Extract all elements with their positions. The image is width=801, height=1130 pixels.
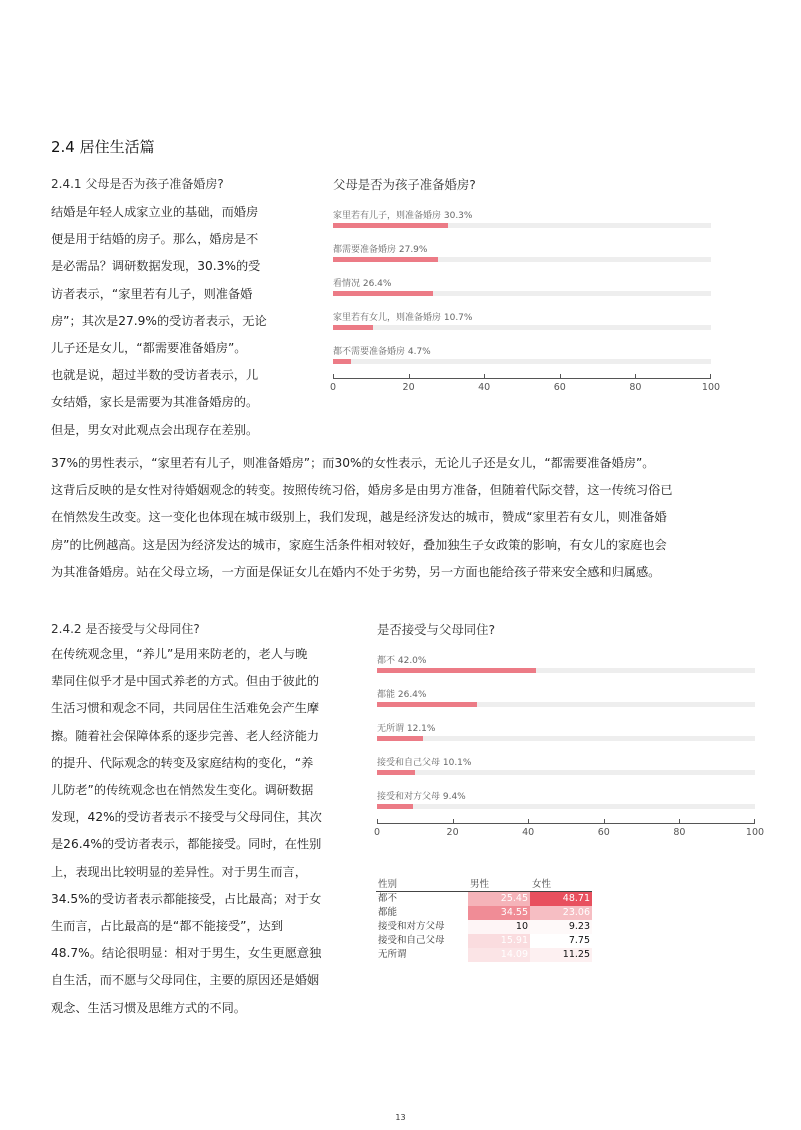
bar — [377, 804, 413, 809]
x-tick — [635, 374, 636, 379]
bar-track — [377, 702, 755, 707]
paragraph-wedding-house-narrow — [51, 199, 321, 444]
parents-line: 儿防老”的传统观念也在悄然发生变化。调研数据 — [51, 783, 314, 798]
bar-label: 无所谓 12.1% — [377, 724, 436, 734]
wedding-narrow-line: 房”；其次是27.9%的受访者表示，无论 — [51, 313, 267, 328]
x-tick-label: 0 — [329, 382, 337, 393]
x-axis — [377, 823, 755, 824]
x-tick — [333, 374, 334, 379]
heatmap-cell: 10 — [468, 920, 530, 934]
heatmap-row-label: 无所谓 — [378, 949, 407, 960]
x-tick — [560, 374, 561, 379]
x-tick-label: 100 — [745, 827, 765, 838]
heatmap-cell: 9.23 — [530, 920, 592, 934]
bar-label: 接受和自己父母 10.1% — [377, 758, 472, 768]
wedding-wide-line: 37%的男性表示，“家里若有儿子，则准备婚房”；而30%的女性表示，无论儿子还是女儿，“都需要准备婚房”。 — [51, 456, 655, 470]
x-tick-label: 0 — [373, 827, 381, 838]
x-tick — [409, 374, 410, 379]
x-tick-label: 60 — [553, 382, 566, 393]
parents-line: 擦。随着社会保障体系的逐步完善、老人经济能力 — [51, 728, 320, 743]
bar-label: 都不需要准备婚房 4.7% — [333, 347, 431, 357]
parents-line: 34.5%的受访者表示都能接受，占比最高；对于女 — [51, 891, 322, 906]
x-tick-label: 20 — [446, 827, 459, 838]
wedding-wide-line: 在悄然发生改变。这一变化也体现在城市级别上，我们发现，越是经济发达的城市，赞成“家里若有女儿，则准备婚 — [51, 510, 667, 525]
bar — [377, 736, 423, 741]
heatmap-row-header: 性别 — [376, 878, 468, 892]
chart1-title: 父母是否为孩子准备婚房? — [333, 177, 476, 192]
x-tick-label: 100 — [701, 382, 721, 393]
heatmap-cell: 48.71 — [530, 892, 592, 907]
x-tick — [710, 374, 711, 379]
paragraph-wedding-house-wide — [51, 450, 751, 586]
bar-label: 都不 42.0% — [377, 656, 427, 666]
x-tick — [377, 819, 378, 824]
bar-track — [377, 804, 755, 809]
bar-track — [333, 291, 711, 296]
x-tick — [754, 819, 755, 824]
bar-track — [377, 770, 755, 775]
bar-track — [333, 223, 711, 228]
bar-label: 都能 26.4% — [377, 690, 427, 700]
parents-line: 辈同住似乎才是中国式养老的方式。但由于彼此的 — [51, 674, 320, 689]
subheading-2-4-2: 2.4.2 是否接受与父母同住? — [51, 622, 200, 636]
x-tick — [679, 819, 680, 824]
parents-line: 上，表现出比较明显的差异性。对于男生而言， — [51, 864, 307, 879]
subheading-2-4-1: 2.4.1 父母是否为孩子准备婚房? — [51, 177, 224, 191]
heatmap-row — [376, 892, 592, 907]
x-tick — [453, 819, 454, 824]
parents-line: 发现，42%的受访者表示不接受与父母同住，其次 — [51, 810, 322, 825]
heatmap-row — [376, 948, 592, 962]
section-title: 2.4 居住生活篇 — [51, 138, 155, 156]
x-tick-label: 40 — [522, 827, 535, 838]
bar-label: 家里若有女儿，则准备婚房 10.7% — [333, 313, 473, 323]
x-tick-label: 80 — [673, 827, 686, 838]
bar-label: 都需要准备婚房 27.9% — [333, 245, 428, 255]
wedding-narrow-line: 儿子还是女儿，“都需要准备婚房”。 — [51, 341, 247, 356]
bar-label: 看情况 26.4% — [333, 279, 392, 289]
bar-label: 家里若有儿子，则准备婚房 30.3% — [333, 211, 473, 221]
chart-live-with-parents — [373, 649, 765, 845]
wedding-narrow-line: 访者表示，“家里若有儿子，则准备婚 — [51, 286, 253, 301]
x-tick — [528, 819, 529, 824]
x-tick-label: 60 — [597, 827, 610, 838]
heatmap-col-female: 女性 — [530, 878, 592, 892]
parents-line: 自生活，而不愿与父母同住，主要的原因还是婚姻 — [51, 973, 320, 988]
heatmap-col-male: 男性 — [468, 878, 530, 892]
x-tick-label: 40 — [478, 382, 491, 393]
bar — [377, 770, 415, 775]
parents-line: 生活习惯和观念不同，共同居住生活难免会产生摩 — [51, 701, 320, 716]
heatmap-row-label: 都能 — [378, 907, 398, 918]
parents-line: 生而言，占比最高的是“都不能接受”，达到 — [51, 919, 284, 934]
bar-track — [333, 257, 711, 262]
heatmap-row-label: 接受和自己父母 — [378, 935, 445, 946]
x-axis — [333, 378, 711, 379]
bar — [333, 359, 351, 364]
bar — [333, 325, 373, 330]
heatmap-row — [376, 906, 592, 920]
wedding-wide-line: 为其准备婚房。站在父母立场，一方面是保证女儿在婚内不处于劣势，另一方面也能给孩子带来安全感和归属感。 — [51, 564, 661, 579]
heatmap-cell: 34.55 — [468, 906, 530, 920]
gender-heatmap — [376, 878, 592, 962]
wedding-wide-line: 房”的比例越高。这是因为经济发达的城市，家庭生活条件相对较好，叠加独生子女政策的影响，有女儿的家庭也会 — [51, 537, 667, 552]
bar-track — [377, 668, 755, 673]
bar-track — [333, 359, 711, 364]
bar — [377, 702, 477, 707]
heatmap-cell: 15.91 — [468, 934, 530, 948]
heatmap-row-label: 都不 — [378, 893, 398, 904]
parents-line: 48.7%。结论很明显：相对于男生，女生更愿意独 — [51, 946, 322, 961]
bar-label: 接受和对方父母 9.4% — [377, 792, 466, 802]
heatmap-row — [376, 920, 592, 934]
x-tick — [604, 819, 605, 824]
bar-track — [333, 325, 711, 330]
wedding-wide-line: 这背后反映的是女性对待婚姻观念的转变。按照传统习俗，婚房多是由男方准备，但随着代际交替，这一传统习俗已 — [51, 483, 673, 498]
chart-wedding-house — [329, 204, 721, 400]
heatmap-cell: 25.45 — [468, 892, 530, 907]
bar — [333, 223, 448, 228]
page-number: 13 — [395, 1113, 406, 1122]
heatmap-cell: 11.25 — [530, 948, 592, 962]
bar — [333, 291, 433, 296]
paragraph-live-with-parents — [51, 641, 351, 1022]
parents-line: 是26.4%的受访者表示，都能接受。同时，在性别 — [51, 837, 322, 852]
bar — [377, 668, 536, 673]
wedding-narrow-line: 是必需品？调研数据发现，30.3%的受 — [51, 259, 261, 274]
wedding-narrow-line: 结婚是年轻人成家立业的基础，而婚房 — [51, 205, 259, 219]
heatmap-cell: 7.75 — [530, 934, 592, 948]
x-tick — [484, 374, 485, 379]
parents-line: 的提升、代际观念的转变及家庭结构的变化，“养 — [51, 755, 314, 770]
chart2-title: 是否接受与父母同住? — [377, 622, 496, 637]
heatmap-row-label: 接受和对方父母 — [378, 921, 445, 932]
wedding-narrow-line: 女结婚，家长是需要为其准备婚房的。 — [51, 395, 259, 410]
heatmap-cell: 14.09 — [468, 948, 530, 962]
heatmap-cell: 23.06 — [530, 906, 592, 920]
bar-track — [377, 736, 755, 741]
x-tick-label: 20 — [402, 382, 415, 393]
parents-line: 观念、生活习惯及思维方式的不同。 — [51, 1000, 246, 1015]
parents-line: 在传统观念里，“养儿”是用来防老的，老人与晚 — [51, 647, 308, 661]
x-tick-label: 80 — [629, 382, 642, 393]
wedding-narrow-line: 但是，男女对此观点会出现存在差别。 — [51, 422, 259, 437]
wedding-narrow-line: 也就是说，超过半数的受访者表示，儿 — [51, 368, 259, 383]
heatmap-row — [376, 934, 592, 948]
wedding-narrow-line: 便是用于结婚的房子。那么，婚房是不 — [51, 232, 259, 247]
bar — [333, 257, 438, 262]
